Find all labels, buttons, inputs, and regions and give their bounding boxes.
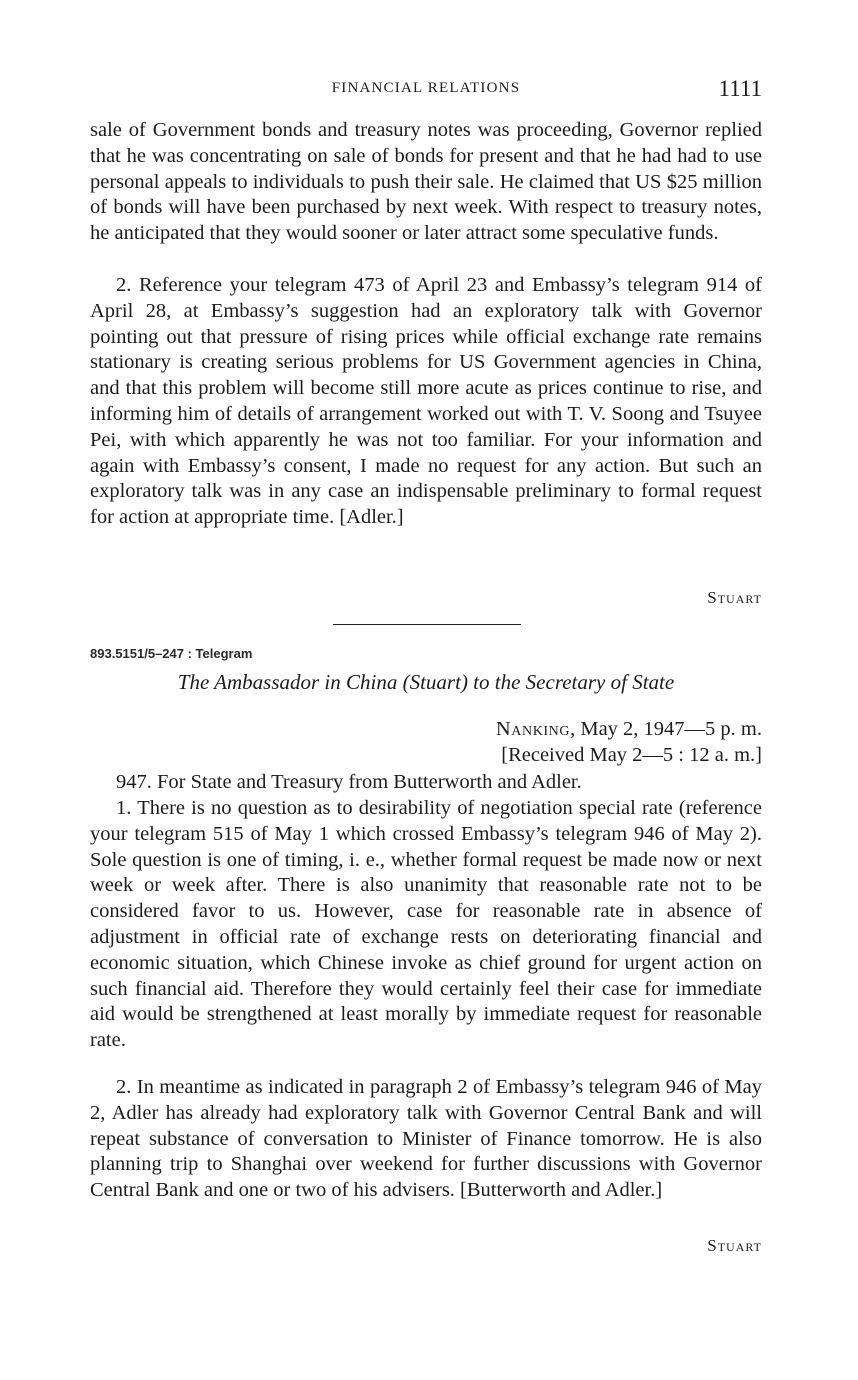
section-divider <box>333 624 521 625</box>
second-doc-paragraph-1-block <box>90 796 762 1054</box>
second-doc-paragraph-1: 1. There is no question as to desirability of negotiation special rate (reference your telegram 515 of May 1 which crossed Embassy’s telegram 946 of May 2). Sole question is one of timing, i. e., whether formal request be made now or next week or week after. There is also unanimity that reasonable rate not to be considered favor to us. However, case for reasonable rate in absence of adjustment in official rate of exchange rests on deteriorating financial and economic situation, which Chinese invoke as chief ground for urgent action on such financial aid. Therefore they would certainly feel their case for immediate aid would be strengthened at least morally by immediate request for reasonable rate. <box>90 797 762 1052</box>
document-title: The Ambassador in China (Stuart) to the Secretary of State <box>177 670 675 694</box>
opening-line: 947. For State and Treasury from Butterworth and Adler. <box>116 771 582 793</box>
first-doc-paragraph-2-block <box>90 273 762 531</box>
opening-line-block <box>90 770 762 796</box>
dateline-date: , May 2, 1947—5 p. m. <box>570 718 762 740</box>
second-doc-paragraph-2-block <box>90 1075 762 1204</box>
dateline <box>496 718 762 741</box>
file-reference: 893.5151/5–247 : Telegram <box>90 646 253 661</box>
continuation-paragraph: sale of Government bonds and treasury notes was proceeding, Governor replied that he was concentrating on sale of bonds for present and that he had had to use personal appeals to individuals to push their sale. He claimed that US $25 million of bonds will have been purchased by next week. With respect to treasury notes, he anticipated that they would sooner or later attract some speculative funds. <box>90 119 762 245</box>
running-head <box>90 76 762 104</box>
first-doc-signature: Stuart <box>707 588 762 607</box>
second-doc-paragraph-2: 2. In meantime as indicated in paragraph 2 of Embassy’s telegram 946 of May 2, Adler has already had exploratory talk with Governor Central Bank and will repeat substance of conversation to Minister of Finance tomorrow. He is also planning trip to Shanghai over weekend for further discussions with Governor Central Bank and one or two of his advisers. [Butterworth and Adler.] <box>90 1076 762 1202</box>
running-title: FINANCIAL RELATIONS <box>331 80 521 96</box>
second-doc-signature: Stuart <box>707 1236 762 1255</box>
first-doc-paragraph-2: 2. Reference your telegram 473 of April 23 and Embassy’s telegram 914 of April 28, at Embassy’s suggestion had an exploratory talk with Governor pointing out that pressure of rising prices while official exchange rate remains stationary is creating serious problems for US Government agencies in China, and that this problem will become still more acute as prices continue to rise, and informing him of details of arrangement worked out with T. V. Soong and Tsuyee Pei, with which apparently he was not too familiar. For your information and again with Embassy’s consent, I made no request for any action. But such an exploratory talk was in any case an indispensable preliminary to formal request for action at appropriate time. [Adler.] <box>90 274 762 529</box>
dateline-place: Nanking <box>495 718 571 740</box>
page-number: 1111 <box>718 76 762 101</box>
received-line: [Received May 2—5 : 12 a. m.] <box>501 744 762 766</box>
continuation-paragraph-block <box>90 118 762 247</box>
